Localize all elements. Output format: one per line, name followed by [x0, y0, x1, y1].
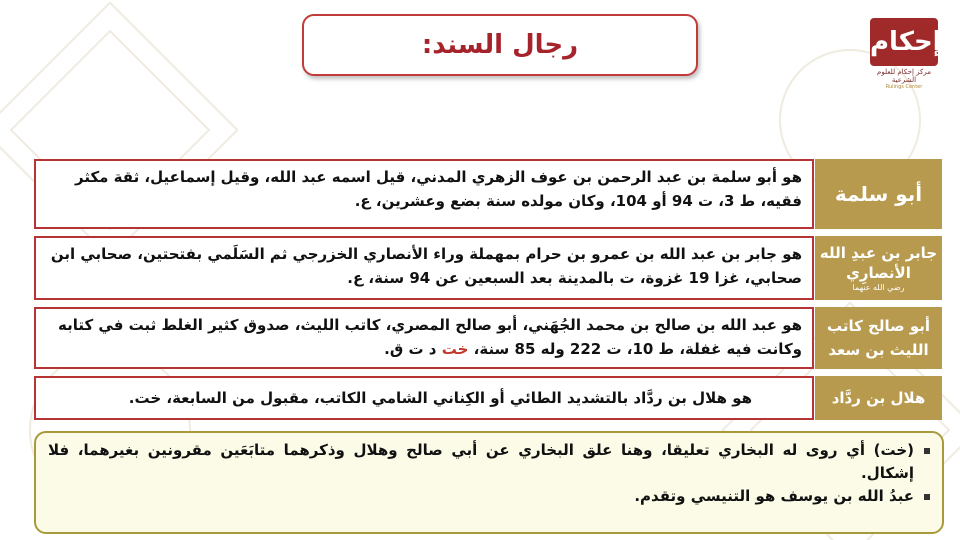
narrator-description — [34, 376, 814, 420]
notes-box — [34, 431, 944, 534]
page-title: رجال السند: — [421, 30, 579, 60]
logo-subtitle: مركز إحكام للعلوم الشرعية — [877, 68, 931, 84]
description-text: هو هلال بن ردَّاد بالتشديد الطائي أو الكِناني الشامي الكاتب، مقبول من السابعة، خت. — [128, 389, 752, 407]
narrator-name-cell — [815, 376, 942, 420]
narrator-description — [34, 236, 814, 300]
narrator-name: هلال بن ردَّاد — [831, 389, 926, 407]
note-item: (خت) أي روى له البخاري تعليقا، وهنا علق البخاري عن أبي صالح وهلال وذكرهما متابَعَين مقرونين بغيرهما، فلا إشكال. — [48, 439, 914, 485]
notes-list — [48, 439, 930, 508]
narrator-description — [34, 159, 814, 229]
narrator-name-cell — [815, 236, 942, 300]
narrator-name: أبو صالح كاتب الليث بن سعد — [826, 317, 931, 359]
description-text: هو عبد الله بن صالح بن محمد الجُهَني، أبو صالح المصري، كاتب الليث، صدوق كثير الغلط ثبت في كتابه وكانت فيه غفلة، ط 10، ت 222 وله 85 سنة، — [57, 316, 802, 358]
logo-mark: إحكام — [870, 18, 938, 66]
description-text-end: د ت ق. — [384, 340, 442, 358]
narrator-name-cell — [815, 307, 942, 369]
narrator-name: جابر بن عبدِ الله الأنصارِي — [819, 244, 938, 282]
title-box — [302, 14, 698, 76]
narrator-name: أبو سلمة — [834, 182, 923, 206]
note-item: عبدُ الله بن يوسف هو التنيسي وتقدم. — [48, 485, 914, 508]
honorific: رضي الله عنهما — [852, 283, 905, 292]
narrator-name-cell — [815, 159, 942, 229]
description-text: هو أبو سلمة بن عبد الرحمن بن عوف الزهري المدني، قيل اسمه عبد الله، وقيل إسماعيل، ثقة مكثر فقيه، ط 3، ت 94 أو 104، وكان مولده سنة بضع وعشرين، ع. — [74, 168, 802, 210]
narrator-description — [34, 307, 814, 369]
description-highlight: خت — [441, 340, 469, 358]
logo — [864, 18, 944, 90]
description-text: هو جابر بن عبد الله بن عمرو بن حرام بمهملة وراء الأنصاري الخزرجي ثم السَلَمي بفتحتين، صحابي ابن صحابي، غزا 19 غزوة، ت بالمدينة بعد السبعين عن 94 سنة، ع. — [50, 245, 802, 287]
logo-tagline: Rulings Center — [885, 84, 923, 90]
